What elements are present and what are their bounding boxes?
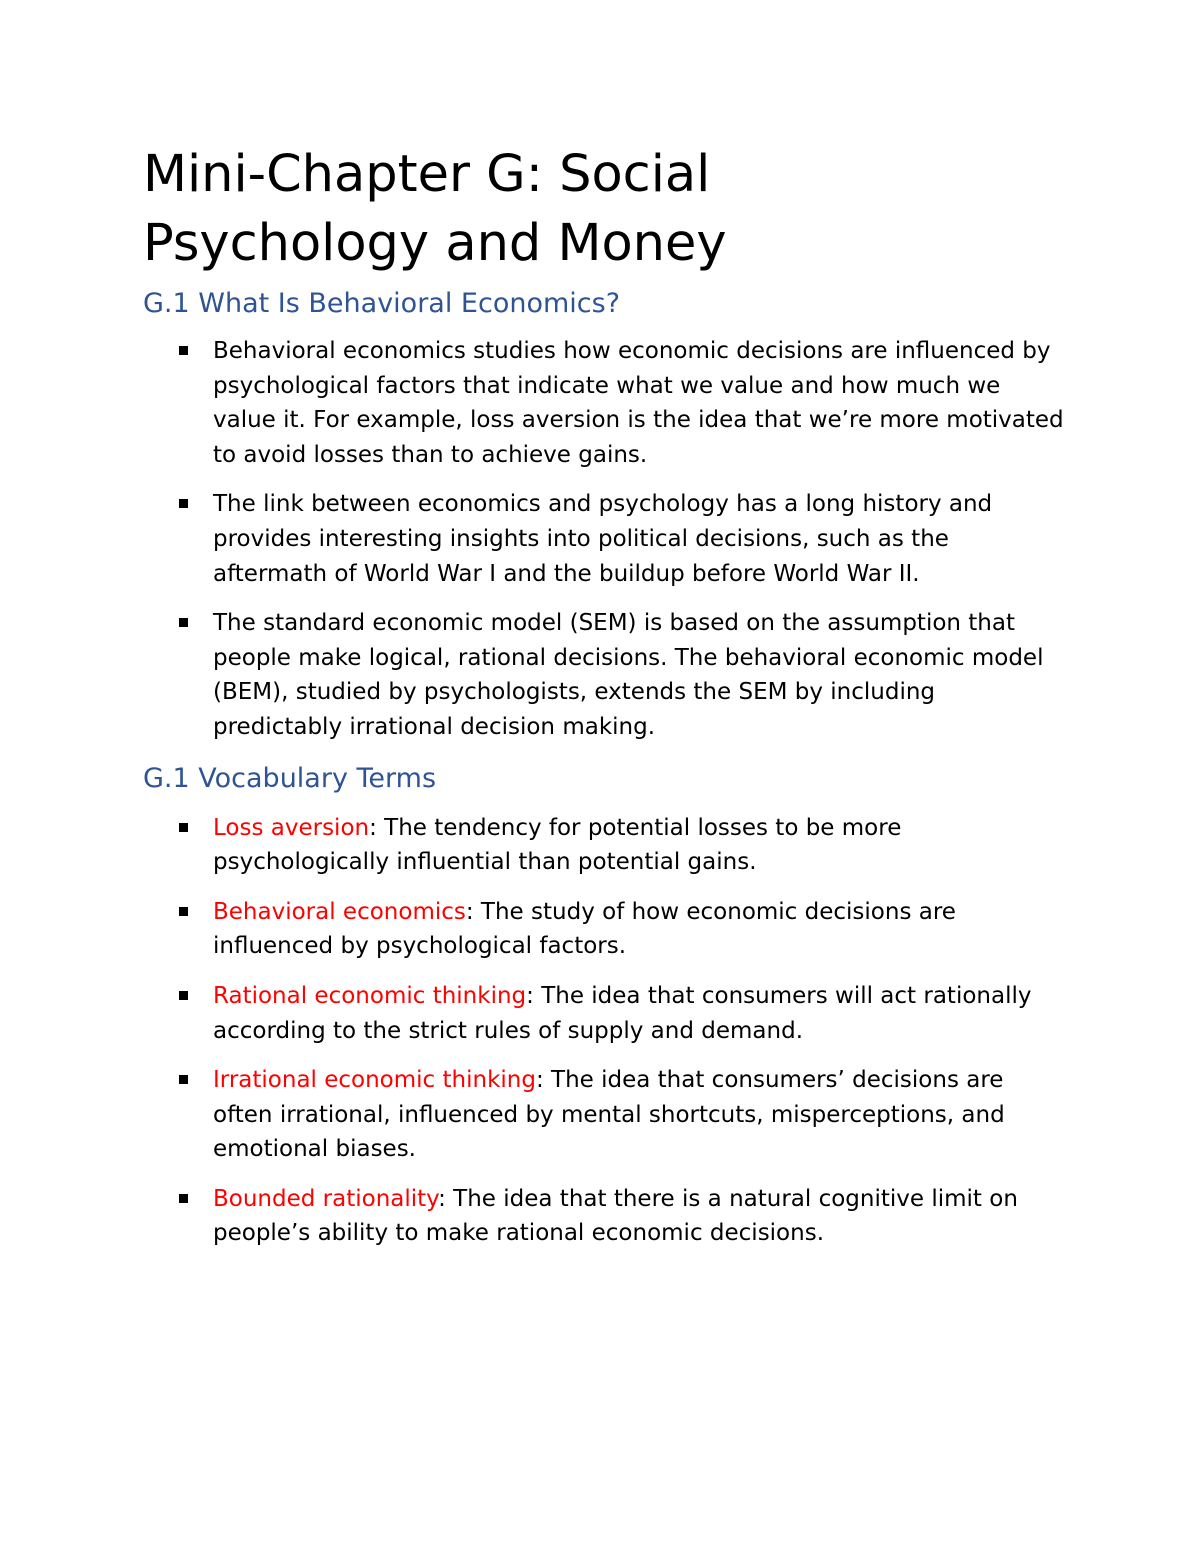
square-bullet-icon bbox=[179, 499, 188, 508]
list-item bbox=[143, 606, 1070, 744]
bullet-text: Behavioral economics studies how economic decisions are influenced by psychological factors that indicate what we value and how much we value it. For example, loss aversion is the idea that we’re more motivated to avoid losses than to achieve gains. bbox=[213, 338, 1064, 468]
term-label: Loss aversion bbox=[213, 814, 370, 841]
section-heading-vocabulary-terms: G.1 Vocabulary Terms bbox=[143, 762, 437, 794]
square-bullet-icon bbox=[179, 1194, 188, 1203]
bullet-text: The standard economic model (SEM) is based on the assumption that people make logical, rational decisions. The behavioral economic model (BEM), studied by psychologists, extends the SEM by including predictably irrational decision making. bbox=[213, 610, 1044, 740]
square-bullet-icon bbox=[179, 907, 188, 916]
page-title bbox=[143, 140, 1070, 278]
term-definition: : The study of how economic decisions are influenced by psychological factors. bbox=[213, 898, 956, 960]
term-definition: : The idea that consumers’ decisions are often irrational, influenced by mental shortcuts, misperceptions, and emotional biases. bbox=[213, 1067, 1005, 1163]
section-heading-what-is-behavioral-economics: G.1 What Is Behavioral Economics? bbox=[143, 288, 621, 319]
list-item bbox=[143, 487, 1070, 591]
vocabulary-list bbox=[143, 811, 1070, 1252]
term-label: Irrational economic thinking bbox=[213, 1067, 536, 1094]
bullet-text: The link between economics and psychology has a long history and provides interesting insights into political decisions, such as the aftermath of World War I and the buildup before World War II. bbox=[213, 491, 993, 587]
square-bullet-icon bbox=[179, 823, 188, 832]
summary-bullet-list bbox=[143, 334, 1070, 745]
square-bullet-icon bbox=[179, 346, 188, 355]
title-line-1: Mini-Chapter G: Social bbox=[143, 145, 711, 204]
term-label: Rational economic thinking bbox=[213, 982, 527, 1009]
vocabulary-item-bounded-rationality bbox=[143, 1182, 1070, 1251]
list-item bbox=[143, 334, 1070, 472]
vocabulary-item-irrational-economic-thinking bbox=[143, 1063, 1070, 1167]
vocabulary-item-rational-economic-thinking bbox=[143, 979, 1070, 1048]
square-bullet-icon bbox=[179, 618, 188, 627]
term-label: Behavioral economics bbox=[213, 898, 466, 925]
square-bullet-icon bbox=[179, 991, 188, 1000]
square-bullet-icon bbox=[179, 1075, 188, 1084]
vocabulary-item-behavioral-economics bbox=[143, 895, 1070, 964]
vocabulary-item-loss-aversion bbox=[143, 811, 1070, 880]
term-label: Bounded rationality bbox=[213, 1185, 439, 1212]
title-line-2: Psychology and Money bbox=[143, 214, 727, 273]
term-definition: : The idea that there is a natural cognitive limit on people’s ability to make rational economic decisions. bbox=[213, 1185, 1018, 1247]
term-definition: : The tendency for potential losses to be more psychologically influential than potential gains. bbox=[213, 814, 902, 876]
term-definition: : The idea that consumers will act rationally according to the strict rules of supply and demand. bbox=[213, 982, 1032, 1044]
